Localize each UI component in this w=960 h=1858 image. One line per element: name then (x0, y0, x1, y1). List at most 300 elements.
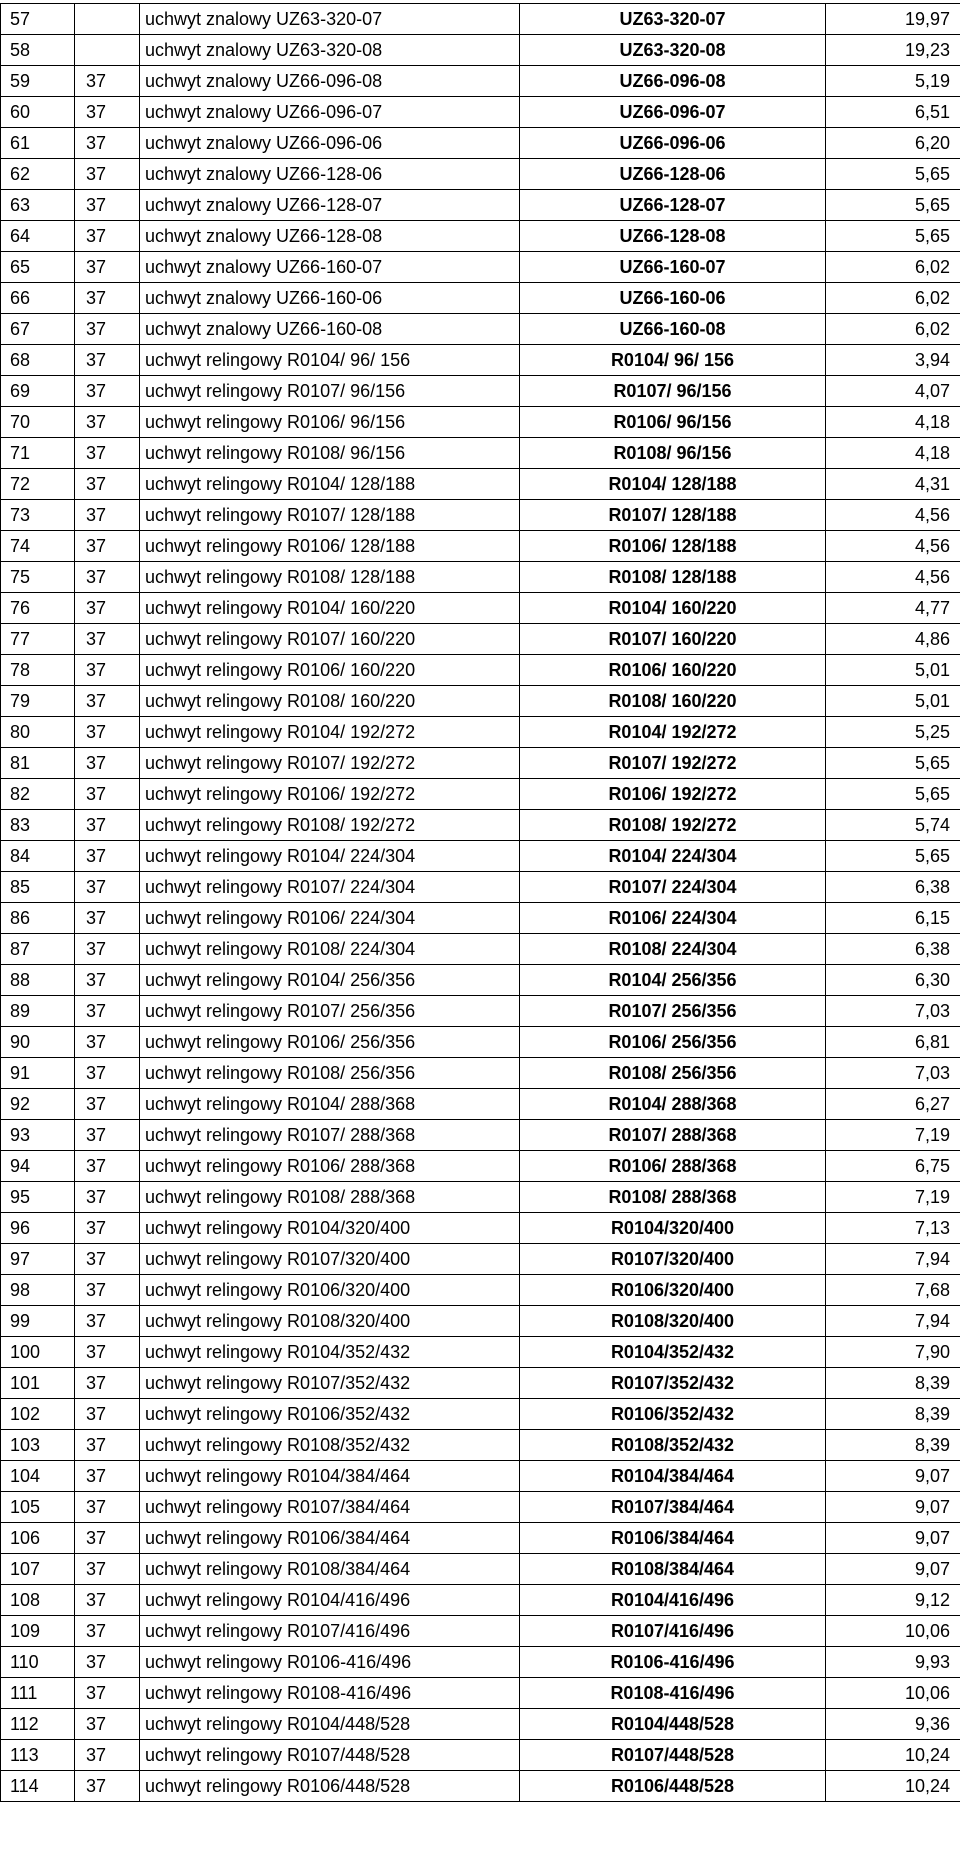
row-number: 112 (1, 1709, 75, 1740)
product-code: R0104/416/496 (520, 1585, 826, 1616)
product-price: 6,27 (826, 1089, 960, 1120)
row-number: 65 (1, 252, 75, 283)
table-row (1, 686, 960, 717)
product-code: R0108/ 224/304 (520, 934, 826, 965)
product-code: UZ66-096-08 (520, 66, 826, 97)
table-row (1, 97, 960, 128)
row-number: 93 (1, 1120, 75, 1151)
group-code: 37 (75, 1647, 140, 1678)
product-name: uchwyt relingowy R0106/ 192/272 (140, 779, 520, 810)
row-number: 103 (1, 1430, 75, 1461)
product-code: UZ63-320-08 (520, 35, 826, 66)
product-code: R0104/352/432 (520, 1337, 826, 1368)
product-price: 5,01 (826, 686, 960, 717)
row-number: 64 (1, 221, 75, 252)
table-row (1, 1399, 960, 1430)
product-price: 7,68 (826, 1275, 960, 1306)
product-name: uchwyt znalowy UZ66-128-06 (140, 159, 520, 190)
row-number: 60 (1, 97, 75, 128)
product-price: 4,77 (826, 593, 960, 624)
product-name: uchwyt relingowy R0104/ 128/188 (140, 469, 520, 500)
group-code: 37 (75, 1430, 140, 1461)
table-row (1, 531, 960, 562)
table-row (1, 1213, 960, 1244)
product-code: UZ66-128-08 (520, 221, 826, 252)
row-number: 105 (1, 1492, 75, 1523)
product-code: R0104/ 96/ 156 (520, 345, 826, 376)
row-number: 110 (1, 1647, 75, 1678)
group-code: 37 (75, 1151, 140, 1182)
product-code: R0107/448/528 (520, 1740, 826, 1771)
product-price: 7,03 (826, 996, 960, 1027)
group-code: 37 (75, 1244, 140, 1275)
group-code: 37 (75, 128, 140, 159)
product-code: R0107/ 192/272 (520, 748, 826, 779)
table-row (1, 66, 960, 97)
table-row (1, 872, 960, 903)
product-name: uchwyt relingowy R0108-416/496 (140, 1678, 520, 1709)
group-code: 37 (75, 1089, 140, 1120)
group-code: 37 (75, 1399, 140, 1430)
table-row (1, 1337, 960, 1368)
product-code: R0106/320/400 (520, 1275, 826, 1306)
product-price: 6,30 (826, 965, 960, 996)
product-price: 9,07 (826, 1461, 960, 1492)
product-price: 3,94 (826, 345, 960, 376)
product-name: uchwyt relingowy R0106/ 128/188 (140, 531, 520, 562)
product-name: uchwyt relingowy R0106/448/528 (140, 1771, 520, 1802)
row-number: 79 (1, 686, 75, 717)
product-price: 6,38 (826, 934, 960, 965)
product-name: uchwyt znalowy UZ66-160-06 (140, 283, 520, 314)
row-number: 108 (1, 1585, 75, 1616)
group-code: 37 (75, 1213, 140, 1244)
product-name: uchwyt relingowy R0107/416/496 (140, 1616, 520, 1647)
row-number: 101 (1, 1368, 75, 1399)
product-price: 4,18 (826, 438, 960, 469)
row-number: 85 (1, 872, 75, 903)
product-code: R0106/ 288/368 (520, 1151, 826, 1182)
table-row (1, 221, 960, 252)
table-row (1, 1647, 960, 1678)
row-number: 80 (1, 717, 75, 748)
product-name: uchwyt relingowy R0104/ 224/304 (140, 841, 520, 872)
product-price: 5,65 (826, 841, 960, 872)
product-price: 6,20 (826, 128, 960, 159)
group-code: 37 (75, 283, 140, 314)
product-code: R0107/ 288/368 (520, 1120, 826, 1151)
product-price: 5,65 (826, 190, 960, 221)
product-price: 6,02 (826, 252, 960, 283)
table-row (1, 779, 960, 810)
product-code: R0107/ 224/304 (520, 872, 826, 903)
group-code: 37 (75, 1585, 140, 1616)
row-number: 98 (1, 1275, 75, 1306)
row-number: 71 (1, 438, 75, 469)
row-number: 76 (1, 593, 75, 624)
product-name: uchwyt relingowy R0108/ 96/156 (140, 438, 520, 469)
row-number: 86 (1, 903, 75, 934)
row-number: 91 (1, 1058, 75, 1089)
product-price: 7,13 (826, 1213, 960, 1244)
table-row (1, 655, 960, 686)
table-row (1, 1027, 960, 1058)
product-name: uchwyt znalowy UZ66-128-08 (140, 221, 520, 252)
row-number: 99 (1, 1306, 75, 1337)
table-row (1, 407, 960, 438)
row-number: 106 (1, 1523, 75, 1554)
group-code: 37 (75, 717, 140, 748)
row-number: 81 (1, 748, 75, 779)
product-name: uchwyt relingowy R0108/ 160/220 (140, 686, 520, 717)
group-code: 37 (75, 593, 140, 624)
product-name: uchwyt relingowy R0108/ 192/272 (140, 810, 520, 841)
group-code: 37 (75, 221, 140, 252)
group-code: 37 (75, 190, 140, 221)
product-price: 6,51 (826, 97, 960, 128)
product-name: uchwyt relingowy R0107/ 224/304 (140, 872, 520, 903)
product-price: 4,07 (826, 376, 960, 407)
product-code: R0104/320/400 (520, 1213, 826, 1244)
group-code: 37 (75, 562, 140, 593)
product-name: uchwyt relingowy R0104/ 256/356 (140, 965, 520, 996)
product-code: R0108/ 128/188 (520, 562, 826, 593)
product-price: 5,19 (826, 66, 960, 97)
group-code: 37 (75, 903, 140, 934)
product-code: UZ66-096-06 (520, 128, 826, 159)
group-code: 37 (75, 66, 140, 97)
product-code: R0108/ 160/220 (520, 686, 826, 717)
product-price: 10,06 (826, 1678, 960, 1709)
price-table (0, 3, 960, 1802)
row-number: 70 (1, 407, 75, 438)
product-name: uchwyt relingowy R0106/ 96/156 (140, 407, 520, 438)
row-number: 57 (1, 4, 75, 35)
group-code: 37 (75, 1027, 140, 1058)
table-row (1, 1058, 960, 1089)
product-name: uchwyt relingowy R0106/ 288/368 (140, 1151, 520, 1182)
product-code: UZ66-160-07 (520, 252, 826, 283)
table-row (1, 1523, 960, 1554)
product-name: uchwyt relingowy R0108/352/432 (140, 1430, 520, 1461)
row-number: 77 (1, 624, 75, 655)
row-number: 61 (1, 128, 75, 159)
table-row (1, 1771, 960, 1802)
product-code: R0106/ 192/272 (520, 779, 826, 810)
product-code: UZ66-096-07 (520, 97, 826, 128)
product-price: 7,94 (826, 1244, 960, 1275)
product-name: uchwyt znalowy UZ66-096-07 (140, 97, 520, 128)
product-name: uchwyt znalowy UZ66-128-07 (140, 190, 520, 221)
product-price: 4,56 (826, 562, 960, 593)
table-body (1, 4, 960, 1802)
table-row (1, 35, 960, 66)
row-number: 89 (1, 996, 75, 1027)
group-code: 37 (75, 500, 140, 531)
product-name: uchwyt relingowy R0107/ 192/272 (140, 748, 520, 779)
product-name: uchwyt relingowy R0104/ 160/220 (140, 593, 520, 624)
product-price: 7,90 (826, 1337, 960, 1368)
table-row (1, 1430, 960, 1461)
product-name: uchwyt relingowy R0106/352/432 (140, 1399, 520, 1430)
product-name: uchwyt relingowy R0107/ 160/220 (140, 624, 520, 655)
product-code: R0107/384/464 (520, 1492, 826, 1523)
product-code: R0107/ 128/188 (520, 500, 826, 531)
product-code: R0107/352/432 (520, 1368, 826, 1399)
product-name: uchwyt relingowy R0104/416/496 (140, 1585, 520, 1616)
table-row (1, 4, 960, 35)
product-price: 5,65 (826, 221, 960, 252)
product-code: R0104/384/464 (520, 1461, 826, 1492)
row-number: 63 (1, 190, 75, 221)
product-name: uchwyt relingowy R0104/352/432 (140, 1337, 520, 1368)
product-name: uchwyt relingowy R0107/ 288/368 (140, 1120, 520, 1151)
table-row (1, 1151, 960, 1182)
product-code: R0104/ 224/304 (520, 841, 826, 872)
table-row (1, 345, 960, 376)
row-number: 73 (1, 500, 75, 531)
table-row (1, 841, 960, 872)
product-price: 7,19 (826, 1120, 960, 1151)
table-row (1, 1182, 960, 1213)
product-name: uchwyt relingowy R0106/ 224/304 (140, 903, 520, 934)
group-code: 37 (75, 252, 140, 283)
table-row (1, 1306, 960, 1337)
row-number: 100 (1, 1337, 75, 1368)
product-code: R0108/320/400 (520, 1306, 826, 1337)
group-code (75, 4, 140, 35)
group-code: 37 (75, 1616, 140, 1647)
product-price: 6,81 (826, 1027, 960, 1058)
table-row (1, 1244, 960, 1275)
table-row (1, 1089, 960, 1120)
product-code: R0104/ 160/220 (520, 593, 826, 624)
group-code: 37 (75, 314, 140, 345)
product-price: 6,15 (826, 903, 960, 934)
table-row (1, 810, 960, 841)
product-name: uchwyt relingowy R0106/320/400 (140, 1275, 520, 1306)
product-price: 4,31 (826, 469, 960, 500)
product-code: R0106/ 128/188 (520, 531, 826, 562)
product-code: UZ66-128-06 (520, 159, 826, 190)
group-code: 37 (75, 996, 140, 1027)
group-code: 37 (75, 1554, 140, 1585)
product-code: R0104/448/528 (520, 1709, 826, 1740)
row-number: 66 (1, 283, 75, 314)
product-name: uchwyt relingowy R0106/ 160/220 (140, 655, 520, 686)
product-code: R0106/352/432 (520, 1399, 826, 1430)
group-code: 37 (75, 1058, 140, 1089)
group-code: 37 (75, 1306, 140, 1337)
product-code: R0108/352/432 (520, 1430, 826, 1461)
product-code: R0106-416/496 (520, 1647, 826, 1678)
product-price: 4,56 (826, 531, 960, 562)
table-row (1, 1368, 960, 1399)
product-price: 5,65 (826, 159, 960, 190)
product-code: R0107/ 256/356 (520, 996, 826, 1027)
product-name: uchwyt relingowy R0104/320/400 (140, 1213, 520, 1244)
product-price: 5,65 (826, 748, 960, 779)
table-row (1, 1678, 960, 1709)
product-name: uchwyt relingowy R0104/448/528 (140, 1709, 520, 1740)
group-code: 37 (75, 1337, 140, 1368)
product-code: R0108/ 288/368 (520, 1182, 826, 1213)
group-code: 37 (75, 1523, 140, 1554)
table-row (1, 717, 960, 748)
group-code: 37 (75, 531, 140, 562)
row-number: 104 (1, 1461, 75, 1492)
product-code: R0108/ 192/272 (520, 810, 826, 841)
product-code: R0107/320/400 (520, 1244, 826, 1275)
product-code: R0104/ 128/188 (520, 469, 826, 500)
product-price: 9,12 (826, 1585, 960, 1616)
group-code: 37 (75, 1740, 140, 1771)
product-name: uchwyt relingowy R0107/448/528 (140, 1740, 520, 1771)
row-number: 90 (1, 1027, 75, 1058)
row-number: 68 (1, 345, 75, 376)
group-code: 37 (75, 624, 140, 655)
row-number: 88 (1, 965, 75, 996)
group-code: 37 (75, 1771, 140, 1802)
product-name: uchwyt znalowy UZ66-096-06 (140, 128, 520, 159)
table-row (1, 314, 960, 345)
table-row (1, 252, 960, 283)
product-price: 4,56 (826, 500, 960, 531)
group-code: 37 (75, 655, 140, 686)
product-price: 7,94 (826, 1306, 960, 1337)
row-number: 114 (1, 1771, 75, 1802)
product-name: uchwyt relingowy R0108/ 224/304 (140, 934, 520, 965)
product-price: 19,97 (826, 4, 960, 35)
table-row (1, 934, 960, 965)
table-row (1, 624, 960, 655)
product-name: uchwyt relingowy R0107/ 128/188 (140, 500, 520, 531)
group-code: 37 (75, 1182, 140, 1213)
product-name: uchwyt relingowy R0108/384/464 (140, 1554, 520, 1585)
product-code: R0106/384/464 (520, 1523, 826, 1554)
row-number: 74 (1, 531, 75, 562)
product-price: 9,07 (826, 1492, 960, 1523)
product-price: 6,02 (826, 283, 960, 314)
product-code: R0106/ 224/304 (520, 903, 826, 934)
row-number: 111 (1, 1678, 75, 1709)
row-number: 94 (1, 1151, 75, 1182)
product-name: uchwyt znalowy UZ66-096-08 (140, 66, 520, 97)
table-row (1, 1709, 960, 1740)
table-row (1, 748, 960, 779)
product-price: 8,39 (826, 1399, 960, 1430)
group-code: 37 (75, 841, 140, 872)
table-row (1, 1492, 960, 1523)
row-number: 78 (1, 655, 75, 686)
product-code: UZ66-128-07 (520, 190, 826, 221)
product-name: uchwyt znalowy UZ66-160-08 (140, 314, 520, 345)
table-row (1, 1616, 960, 1647)
table-row (1, 1585, 960, 1616)
product-name: uchwyt relingowy R0107/384/464 (140, 1492, 520, 1523)
product-code: R0107/416/496 (520, 1616, 826, 1647)
product-code: R0107/ 160/220 (520, 624, 826, 655)
product-name: uchwyt relingowy R0108/320/400 (140, 1306, 520, 1337)
table-row (1, 1275, 960, 1306)
product-code: R0106/ 160/220 (520, 655, 826, 686)
row-number: 62 (1, 159, 75, 190)
product-code: R0108-416/496 (520, 1678, 826, 1709)
product-code: R0106/448/528 (520, 1771, 826, 1802)
table-row (1, 965, 960, 996)
table-row (1, 128, 960, 159)
group-code: 37 (75, 1461, 140, 1492)
group-code: 37 (75, 872, 140, 903)
group-code: 37 (75, 376, 140, 407)
group-code: 37 (75, 810, 140, 841)
product-name: uchwyt relingowy R0106/ 256/356 (140, 1027, 520, 1058)
product-price: 7,19 (826, 1182, 960, 1213)
group-code: 37 (75, 469, 140, 500)
row-number: 107 (1, 1554, 75, 1585)
product-price: 8,39 (826, 1368, 960, 1399)
row-number: 67 (1, 314, 75, 345)
row-number: 84 (1, 841, 75, 872)
row-number: 59 (1, 66, 75, 97)
product-code: R0106/ 96/156 (520, 407, 826, 438)
product-price: 10,06 (826, 1616, 960, 1647)
group-code: 37 (75, 965, 140, 996)
group-code: 37 (75, 159, 140, 190)
product-price: 6,02 (826, 314, 960, 345)
row-number: 72 (1, 469, 75, 500)
product-name: uchwyt relingowy R0107/352/432 (140, 1368, 520, 1399)
table-row (1, 159, 960, 190)
product-code: UZ66-160-06 (520, 283, 826, 314)
group-code: 37 (75, 1120, 140, 1151)
row-number: 87 (1, 934, 75, 965)
product-price: 10,24 (826, 1771, 960, 1802)
product-name: uchwyt znalowy UZ63-320-07 (140, 4, 520, 35)
row-number: 97 (1, 1244, 75, 1275)
product-name: uchwyt relingowy R0108/ 128/188 (140, 562, 520, 593)
product-code: UZ66-160-08 (520, 314, 826, 345)
product-name: uchwyt znalowy UZ63-320-08 (140, 35, 520, 66)
product-price: 9,93 (826, 1647, 960, 1678)
product-name: uchwyt znalowy UZ66-160-07 (140, 252, 520, 283)
product-price: 10,24 (826, 1740, 960, 1771)
group-code: 37 (75, 407, 140, 438)
product-name: uchwyt relingowy R0104/384/464 (140, 1461, 520, 1492)
table-row (1, 1554, 960, 1585)
product-price: 9,36 (826, 1709, 960, 1740)
row-number: 83 (1, 810, 75, 841)
product-code: R0107/ 96/156 (520, 376, 826, 407)
table-row (1, 1120, 960, 1151)
product-code: R0104/ 192/272 (520, 717, 826, 748)
group-code: 37 (75, 748, 140, 779)
group-code: 37 (75, 934, 140, 965)
group-code (75, 35, 140, 66)
product-name: uchwyt relingowy R0107/ 96/156 (140, 376, 520, 407)
product-code: R0108/ 256/356 (520, 1058, 826, 1089)
product-price: 4,86 (826, 624, 960, 655)
table-row (1, 500, 960, 531)
table-row (1, 1740, 960, 1771)
table-row (1, 562, 960, 593)
product-code: UZ63-320-07 (520, 4, 826, 35)
product-name: uchwyt relingowy R0108/ 288/368 (140, 1182, 520, 1213)
product-code: R0104/ 256/356 (520, 965, 826, 996)
product-price: 8,39 (826, 1430, 960, 1461)
product-name: uchwyt relingowy R0107/ 256/356 (140, 996, 520, 1027)
row-number: 82 (1, 779, 75, 810)
